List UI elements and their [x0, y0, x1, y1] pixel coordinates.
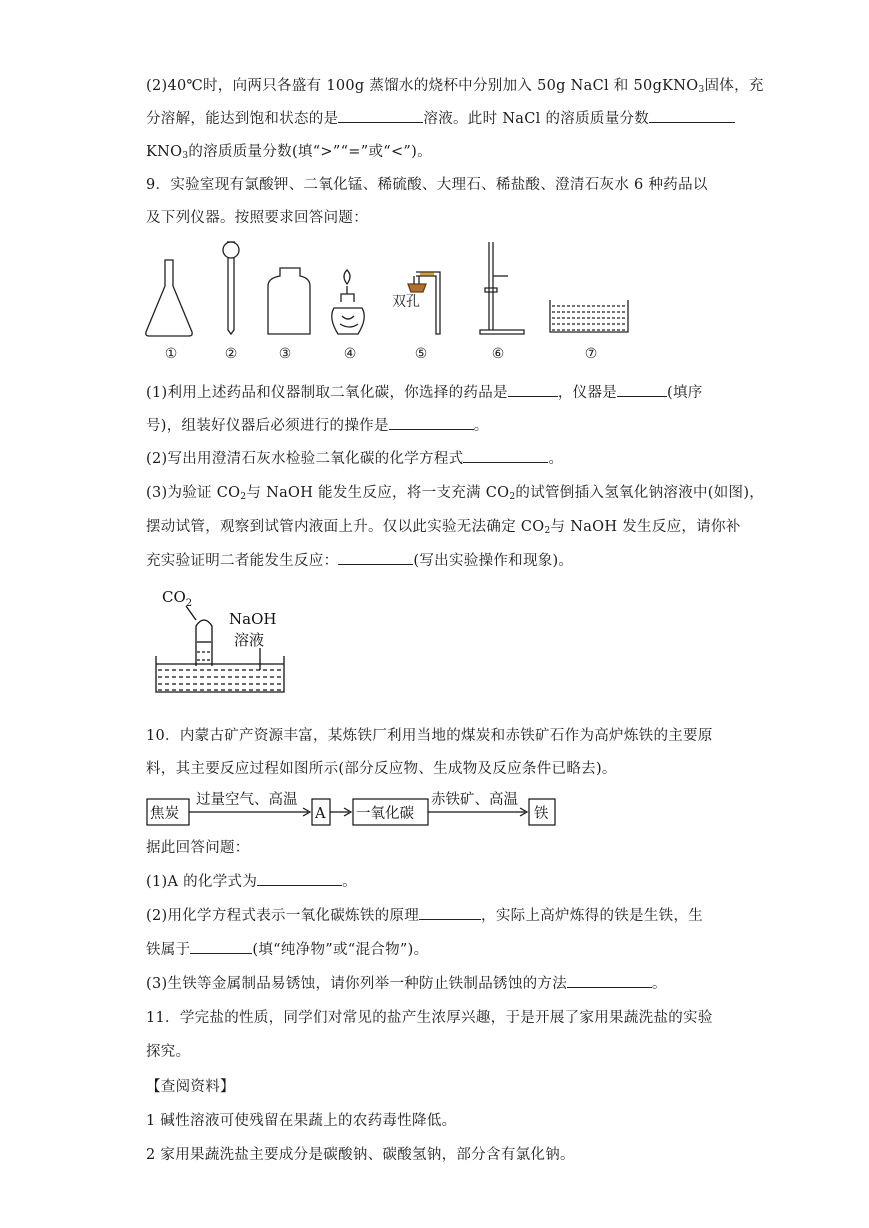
q8-line-2: 分溶解，能达到饱和状态的是 溶液。此时 NaCl 的溶质质量分数 — [146, 107, 735, 128]
q10-part1: (1)A 的化学式为 。 — [146, 870, 357, 891]
naoh-label: NaOH — [229, 610, 277, 628]
q10-part2-line-1: (2)用化学方程式表示一氧化碳炼铁的原理 ，实际上高炉炼得的铁是生铁，生 — [146, 904, 703, 925]
answer-blank[interactable] — [257, 871, 342, 886]
co2-label: $CO_2$ — [162, 588, 193, 609]
flow-box-iron: 铁 — [534, 806, 549, 822]
iron-stand-icon — [480, 242, 524, 334]
flow-box-a: A — [315, 806, 326, 822]
answer-blank[interactable] — [567, 973, 652, 988]
flow-arrow-label-1: 过量空气、高温 — [196, 792, 298, 808]
instrument-label-7: ⑦ — [584, 346, 598, 362]
q9-part1-line-1: (1)利用上述药品和仪器制取二氧化碳，你选择的药品是 ，仪器是 (填序 — [146, 381, 703, 402]
q10-stem-line-1: 10．内蒙古矿产资源丰富，某炼铁厂利用当地的煤炭和赤铁矿石作为高炉炼铁的主要原 — [146, 728, 713, 744]
flow-box-co: 一氧化碳 — [356, 806, 414, 822]
q9-part3-line-2: 摆动试管，观察到试管内液面上升。仅以此实验无法确定 $CO_2$与 NaOH 发生反应，请你补 — [146, 519, 741, 536]
instrument-label-5: ⑤ — [414, 346, 428, 362]
q9-stem-line-2: 及下列仪器。按照要求回答问题： — [146, 210, 368, 226]
flow-arrow-label-2: 赤铁矿、高温 — [431, 792, 518, 808]
answer-blank[interactable] — [508, 382, 558, 397]
answer-blank[interactable] — [338, 550, 413, 565]
q10-part3: (3)生铁等金属制品易锈蚀，请你列举一种防止铁制品锈蚀的方法 。 — [146, 972, 667, 993]
q10-part2-line-2: 铁属于 (填“纯净物”或“混合物”)。 — [146, 938, 428, 959]
q8-line-3: $KNO_3$的溶质质量分数(填“>”“=”或“<”)。 — [146, 144, 432, 161]
stopper-label: 双孔 — [392, 294, 420, 310]
answer-blank[interactable] — [419, 905, 481, 920]
instrument-label-1: ① — [164, 346, 178, 362]
q9-part2-line: (2)写出用澄清石灰水检验二氧化碳的化学方程式 。 — [146, 447, 563, 468]
q11-stem-line-1: 11．学完盐的性质，同学们对常见的盐产生浓厚兴趣，于是开展了家用果蔬洗盐的实验 — [146, 1010, 713, 1026]
q11-item-1: 1 碱性溶液可使残留在果蔬上的农药毒性降低。 — [146, 1113, 457, 1129]
instrument-label-6: ⑥ — [491, 346, 505, 362]
answer-blank[interactable] — [649, 108, 735, 123]
answer-blank[interactable] — [389, 415, 474, 430]
solution-label: 溶液 — [234, 631, 265, 649]
q11-item-2: 2 家用果蔬洗盐主要成分是碳酸钠、碳酸氢钠，部分含有氯化钠。 — [146, 1147, 575, 1163]
alcohol-lamp-icon — [332, 270, 365, 334]
q10-stem-line-2: 料，其主要反应过程如图所示(部分反应物、生成物及反应条件已略去)。 — [146, 761, 617, 777]
instrument-label-4: ④ — [343, 346, 357, 362]
long-neck-funnel-icon — [223, 242, 239, 334]
gas-bottle-icon — [268, 268, 310, 334]
lab-instruments-figure — [140, 236, 640, 366]
q9-part1-line-2: 号)，组装好仪器后必须进行的操作是 。 — [146, 414, 489, 435]
answer-blank[interactable] — [463, 448, 548, 463]
q9-stem-line-1: 9．实验室现有氯酸钾、二氧化锰、稀硫酸、大理石、稀盐酸、澄清石灰水 6 种药品以 — [146, 177, 708, 193]
conical-flask-icon — [146, 260, 192, 336]
answer-blank[interactable] — [338, 108, 423, 123]
co2-naoh-experiment-figure — [152, 582, 292, 698]
answer-blank[interactable] — [617, 382, 667, 397]
answer-blank[interactable] — [190, 939, 252, 954]
q11-heading: 【查阅资料】 — [146, 1079, 235, 1095]
flow-box-coke: 焦炭 — [150, 806, 179, 822]
instrument-label-2: ② — [224, 346, 238, 362]
q9-part3-line-3: 充实验证明二者能发生反应： (写出实验操作和现象)。 — [146, 549, 573, 570]
q10-intro: 据此回答问题： — [146, 840, 250, 856]
ironmaking-flow-diagram — [146, 784, 566, 828]
instrument-label-3: ③ — [278, 346, 292, 362]
water-trough-icon — [550, 300, 628, 332]
q9-part3-line-1: (3)为验证 $CO_2$与 NaOH 能发生反应，将一支充满 $CO_2$的试管倒插入氢氧化钠溶液中(如图)， — [146, 485, 765, 502]
q11-stem-line-2: 探究。 — [146, 1044, 191, 1060]
q8-line-1: (2)40℃时，向两只各盛有 100g 蒸馏水的烧杯中分别加入 50g NaCl 和 50gKNO$_3$固体，充 — [146, 78, 764, 95]
